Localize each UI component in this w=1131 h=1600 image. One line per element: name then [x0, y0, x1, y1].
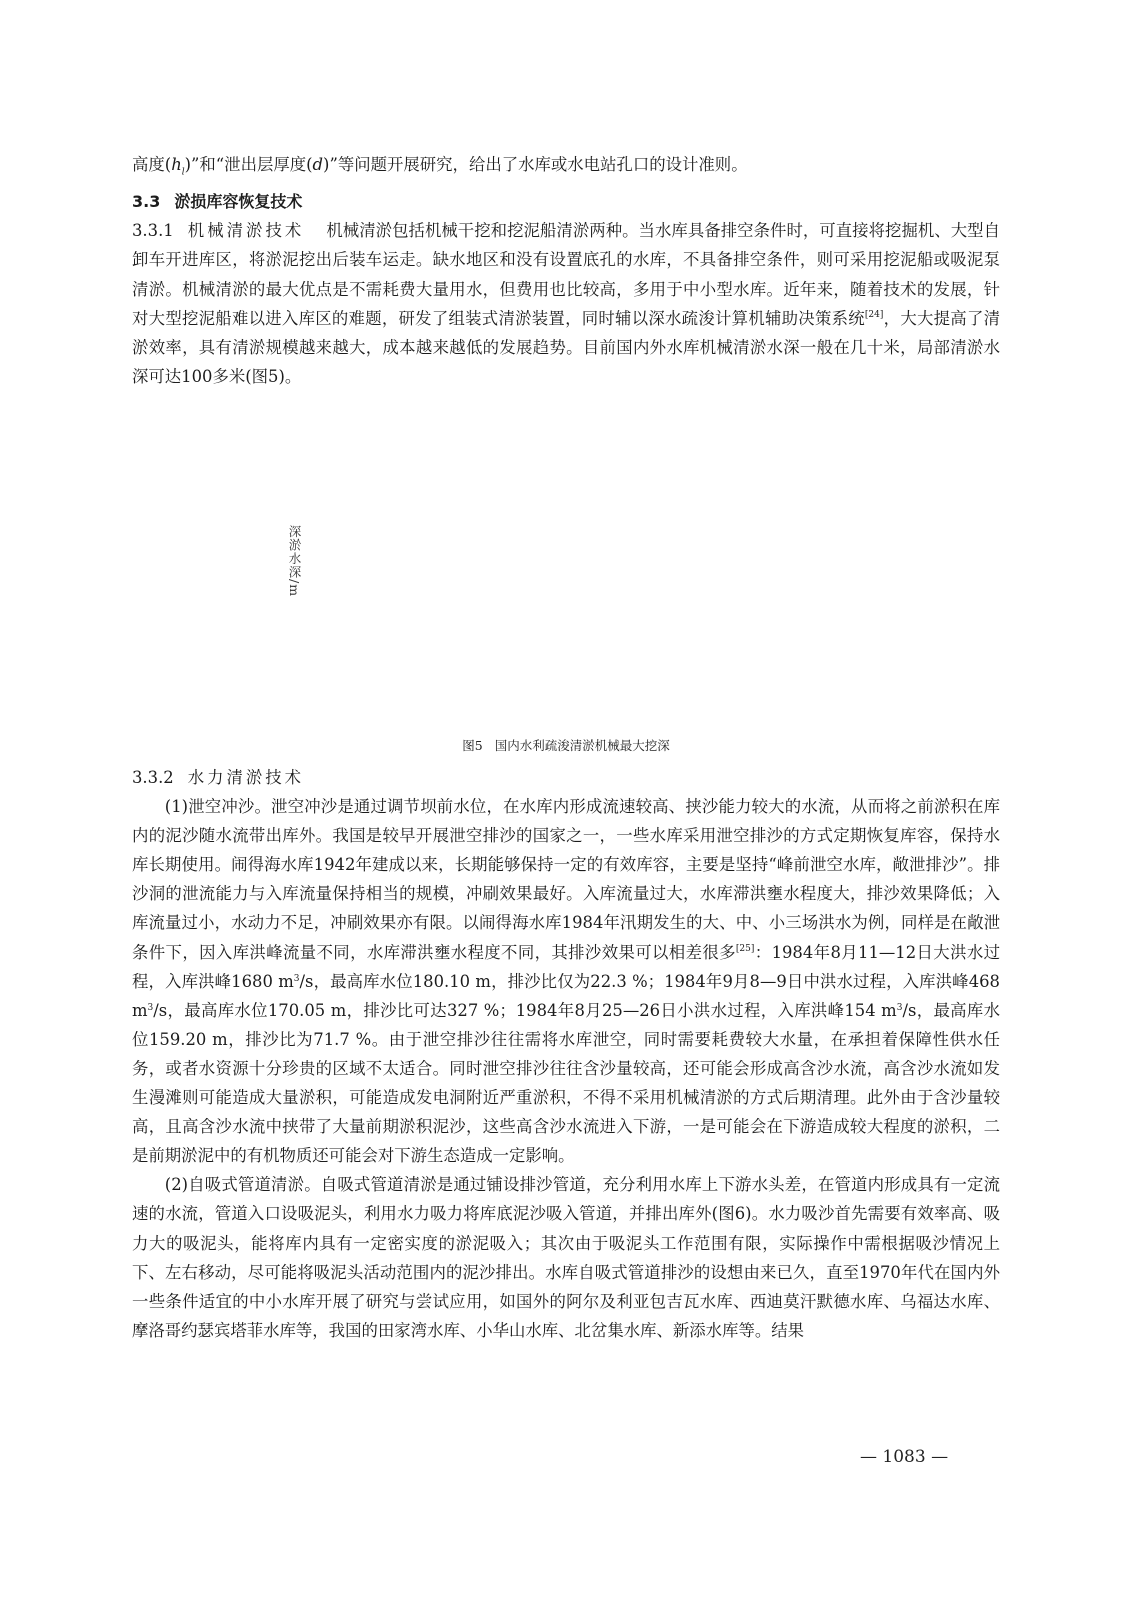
continued-paragraph: 高度$(h_l)$”和“泄出层厚度(d)”等问题开展研究，给出了水库或水电站孔口的设计准则。 — [132, 155, 748, 178]
citation-25: [25] — [735, 943, 755, 954]
paragraph-emptying-flushing: (1)泄空冲沙。泄空冲沙是通过调节坝前水位，在水库内形成流速较高、挟沙能力较大的水流，从而将之前淤积在库内的泥沙随水流带出库外。我国是较早开展泄空排沙的国家之一，一些水库采用泄空排沙的方式定期恢复库容，保持水库长期使用。闹得海水库1942年建成以来，长期能够保持一定的有效库容，主要是坚持“峰前泄空水库，敞泄排沙”。排沙洞的泄流能力与入库流量保持相当的规模，冲刷效果最好。入库流量过大，水库滞洪壅水程度大，排沙效果降低；入库流量过小，水动力不足，冲刷效果亦有限。以闹得海水库1984年汛期发生的大、中、小三场洪水为例，同样是在敞泄条件下，因入库洪峰流量不同，水库滞洪壅水程度不同，其排沙效果可以相差很多[25]：1984年8月11—12日大洪水过程，入库洪峰1680 $m^3/s$，最高库水位180.10 m，排沙比仅为22.3 %；1984年9月8—9日中洪水过程，入库洪峰468 $m^3/s$，最高库水位170.05 m，排沙比可达327 %；1984年8月25—26日小洪水过程，入库洪峰154 $m^3/s$，最高库水位159.20 m，排沙比为71.7 %。由于泄空排沙往往需将水库泄空，同时需要耗费较大水量，在承担着保障性供水任务，或者水资源十分珍贵的区域不太适合。同时泄空排沙往往含沙量较高，还可能会形成高含沙水流，高含沙水流如发生漫滩则可能造成大量淤积，可能造成发电洞附近严重淤积，不得不采用机械清淤的方式后期清理。此外由于含沙量较高，且高含沙水流中挟带了大量前期淤积泥沙，这些高含沙水流进入下游，一是可能会在下游造成较大程度的淤积，二是前期淤泥中的有机物质还可能会对下游生态造成一定影响。 — [132, 797, 1001, 1166]
subsection-heading-3-3-1: 3.3.1 机械清淤技术 — [132, 221, 305, 241]
body-text-bottom — [132, 763, 1000, 1345]
variable-h: $h_l$ — [171, 155, 185, 178]
figure-5-y-axis-label: 深淤水深/m — [287, 525, 302, 598]
subsection-heading-3-3-2: 3.3.2 水力清淤技术 — [132, 768, 305, 787]
figure-5-caption: 图5 国内水利疏浚清淤机械最大挖深 — [462, 738, 670, 753]
body-text-top — [132, 150, 1000, 391]
paragraph-siphon-pipeline: (2)自吸式管道清淤。自吸式管道清淤是通过铺设排沙管道，充分利用水库上下游水头差，在管道内形成具有一定流速的水流，管道入口设吸泥头，利用水力吸力将库底泥沙吸入管道，并排出库外(图6)。水力吸沙首先需要有效率高、吸力大的吸泥头，能将库内具有一定密实度的淤泥吸入；其次由于吸泥头工作范围有限，实际操作中需根据吸沙情况上下、左右移动，尽可能将吸泥头活动范围内的泥沙排出。水库自吸式管道排沙的设想由来已久，直至1970年代在国内外一些条件适宜的中小水库开展了研究与尝试应用，如国外的阿尔及利亚包吉瓦水库、西迪莫汗默德水库、乌福达水库、摩洛哥约瑟宾塔菲水库等，我国的田家湾水库、小华山水库、北岔集水库、新添水库等。结果 — [132, 1175, 1000, 1340]
section-heading-3-3: 3.3 淤损库容恢复技术 — [132, 192, 303, 212]
citation-24: [24] — [864, 309, 884, 320]
variable-d: d — [312, 155, 324, 174]
figure-5-plot-area — [132, 470, 1000, 730]
page-number: — 1083 — — [860, 1447, 949, 1467]
subsection-3-3-1-paragraph: 3.3.1 机械清淤技术 机械清淤包括机械干挖和挖泥船清淤两种。当水库具备排空条件时，可直接将挖掘机、大型自卸车开进库区，将淤泥挖出后装车运走。缺水地区和没有设置底孔的水库，不具备排空条件，则可采用挖泥船或吸泥泵清淤。机械清淤的最大优点是不需耗费大量用水，但费用也比较高，多用于中小型水库。近年来，随着技术的发展，针对大型挖泥船难以进入库区的难题，研发了组装式清淤装置，同时辅以深水疏浚计算机辅助决策系统[24]，大大提高了清淤效率，具有清淤规模越来越大，成本越来越低的发展趋势。目前国内外水库机械清淤水深一般在几十米，局部清淤水深可达100多米(图5)。 — [132, 221, 1001, 386]
